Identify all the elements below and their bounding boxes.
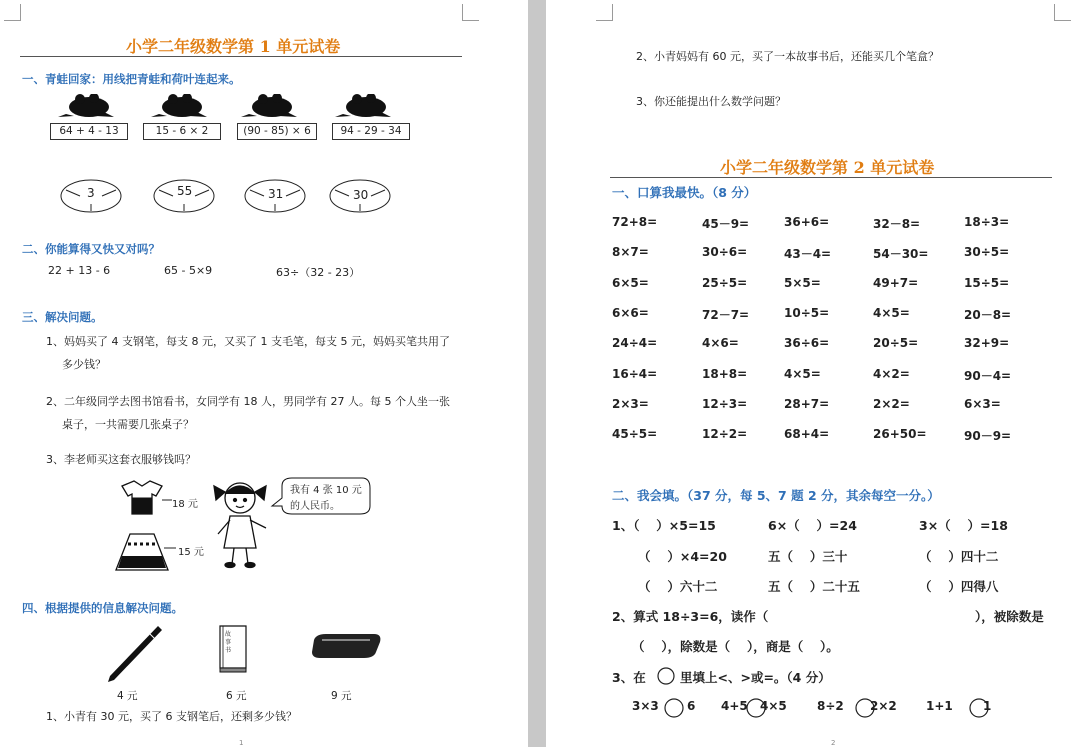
- calc-problem: 90－9=: [964, 429, 1012, 443]
- frog-expression: (90 - 85) × 6: [237, 123, 317, 140]
- bubble-text: 我有 4 张 10 元: [290, 485, 362, 496]
- section-heading: 四、根据提供的信息解决问题。: [22, 601, 183, 615]
- compare-term: 6: [687, 699, 696, 713]
- section-heading: 二、我会填。（37 分，每 5、7 题 2 分，其余每空一分。）: [612, 488, 940, 503]
- calc-problem: 25÷5=: [702, 276, 748, 290]
- calc-problem: 32+9=: [964, 336, 1010, 350]
- calc-problem: 72+8=: [612, 215, 658, 229]
- pencil-case-icon: [312, 634, 380, 658]
- calc-problem: 4×5=: [784, 367, 821, 381]
- problem-text: 1、小青有 30 元，买了 6 支钢笔后，还剩多少钱？: [46, 710, 297, 723]
- compare-term: 8÷2: [817, 699, 844, 713]
- expression: 22 + 13 - 6: [48, 264, 111, 277]
- fill-blank: （ ）四得八: [919, 579, 999, 594]
- calc-problem: 6×5=: [612, 276, 649, 290]
- frog-icon: [335, 94, 391, 117]
- fill-blank: 2、算式 18÷3=6，读作（: [612, 609, 769, 624]
- calc-problem: 12÷2=: [702, 427, 748, 441]
- calc-problem: 68+4=: [784, 427, 830, 441]
- problem-text: 3、李老师买这套衣服够钱吗？: [46, 453, 196, 466]
- calc-problem: 10÷5=: [784, 306, 830, 320]
- compare-term: 2×2: [870, 699, 897, 713]
- calc-problem: 8×7=: [612, 245, 649, 259]
- calc-problem: 49+7=: [873, 276, 919, 290]
- lily-value: 30: [353, 188, 369, 202]
- fill-blank: （ ）六十二: [638, 579, 718, 594]
- calc-problem: 28+7=: [784, 397, 830, 411]
- fill-blank: 里填上<、>或=。（4 分）: [680, 670, 831, 685]
- calc-problem: 20－8=: [964, 308, 1012, 322]
- exam-title: 小学二年级数学第 1 单元试卷: [126, 37, 341, 56]
- compare-term: 4×5: [760, 699, 787, 713]
- items-illustration: [100, 622, 400, 684]
- frog-icon: [241, 94, 297, 117]
- calc-problem: 18÷3=: [964, 215, 1010, 229]
- calc-problem: 2×3=: [612, 397, 649, 411]
- fill-blank: 五（ ）三十: [768, 549, 848, 564]
- calc-problem: 30÷5=: [964, 245, 1010, 259]
- calc-problem: 26+50=: [873, 427, 927, 441]
- skirt-price: 15 元: [178, 547, 204, 558]
- calc-problem: 43－4=: [784, 247, 832, 261]
- frogs-row: [44, 94, 424, 118]
- fill-blank: 1、（ ）×5=15: [612, 518, 716, 533]
- problem-text: 3、你还能提出什么数学问题？: [636, 95, 786, 108]
- lily-value: 55: [177, 184, 193, 198]
- calc-problem: 36+6=: [784, 215, 830, 229]
- problem-text: 1、妈妈买了 4 支钢笔，每支 8 元，又买了 1 支毛笔，每支 5 元，妈妈买笔共用了: [46, 335, 450, 348]
- fill-blank: 3×（ ）=18: [919, 518, 1008, 533]
- calc-problem: 12÷3=: [702, 397, 748, 411]
- calc-problem: 6×3=: [964, 397, 1001, 411]
- fill-blank: 6×（ ）=24: [768, 518, 857, 533]
- calc-problem: 54－30=: [873, 247, 929, 261]
- title-underline: [20, 56, 462, 57]
- problem-text: 多少钱？: [62, 358, 106, 371]
- fill-blank: （ ）×4=20: [638, 549, 727, 564]
- calc-problem: 6×6=: [612, 306, 649, 320]
- expression: 65 - 5×9: [164, 264, 213, 277]
- calc-problem: 45÷5=: [612, 427, 658, 441]
- lily-pads: [58, 176, 428, 216]
- calc-problem: 5×5=: [784, 276, 821, 290]
- circle-blank-icon: [657, 667, 675, 685]
- calc-problem: 16÷4=: [612, 367, 658, 381]
- lily-value: 31: [268, 187, 284, 201]
- frog-expression: 94 - 29 - 34: [332, 123, 410, 140]
- expression: 63÷（32 - 23）: [276, 266, 361, 279]
- fill-blank: 五（ ）二十五: [768, 579, 860, 594]
- crop-mark: [462, 4, 479, 21]
- skirt-icon: [116, 534, 168, 570]
- calc-problem: 45－9=: [702, 217, 750, 231]
- crop-mark: [4, 4, 21, 21]
- frog-expression: 15 - 6 × 2: [143, 123, 221, 140]
- item-price: 9 元: [331, 690, 352, 702]
- problem-text: 2、二年级同学去图书馆看书，女同学有 18 人，男同学有 27 人。每 5 个人坐一张: [46, 395, 450, 408]
- item-price: 4 元: [117, 690, 138, 702]
- compare-term: 3×3: [632, 699, 659, 713]
- calc-problem: 72－7=: [702, 308, 750, 322]
- shirt-price: 18 元: [172, 499, 198, 510]
- crop-mark: [596, 4, 613, 21]
- compare-term: 1+1: [926, 699, 953, 713]
- problem-text: 桌子，一共需要几张桌子？: [62, 418, 194, 431]
- calc-problem: 32－8=: [873, 217, 921, 231]
- title-underline: [610, 177, 1052, 178]
- section-heading: 一、口算我最快。（8 分）: [612, 185, 757, 200]
- calc-problem: 24÷4=: [612, 336, 658, 350]
- circle-blank-icon: [664, 698, 684, 718]
- fill-blank: （ ），除数是（ ），商是（ ）。: [632, 639, 839, 654]
- frog-icon: [58, 94, 114, 117]
- frog-icon: [151, 94, 207, 117]
- lily-value: 3: [87, 186, 95, 200]
- calc-problem: 15÷5=: [964, 276, 1010, 290]
- page-number: 1: [239, 739, 244, 747]
- shirt-icon: [122, 481, 162, 514]
- bubble-text: 的人民币。: [290, 501, 340, 512]
- page-1: [0, 0, 528, 747]
- calc-problem: 4×5=: [873, 306, 910, 320]
- calc-problem: 90－4=: [964, 369, 1012, 383]
- compare-term: 1: [983, 699, 992, 713]
- frog-expression: 64 + 4 - 13: [50, 123, 128, 140]
- compare-term: 4+5: [721, 699, 748, 713]
- fill-blank: 3、在: [612, 670, 646, 685]
- book-cover-text: 故事书: [225, 631, 232, 654]
- page-2: [546, 0, 1080, 747]
- calc-problem: 18+8=: [702, 367, 748, 381]
- section-heading: 二、你能算得又快又对吗？: [22, 242, 160, 256]
- clothes-illustration: [108, 478, 198, 578]
- crop-mark: [1054, 4, 1071, 21]
- calc-problem: 4×6=: [702, 336, 739, 350]
- calc-problem: 30÷6=: [702, 245, 748, 259]
- calc-problem: 20÷5=: [873, 336, 919, 350]
- section-heading: 一、青蛙回家：用线把青蛙和荷叶连起来。: [22, 72, 241, 86]
- girl-icon: [214, 483, 266, 568]
- item-price: 6 元: [226, 690, 247, 702]
- fill-blank: ），被除数是: [975, 609, 1044, 624]
- page-number: 2: [831, 739, 836, 747]
- exam-title: 小学二年级数学第 2 单元试卷: [720, 158, 935, 177]
- pen-icon: [108, 626, 162, 682]
- problem-text: 2、小青妈妈有 60 元，买了一本故事书后，还能买几个笔盒？: [636, 50, 939, 63]
- calc-problem: 2×2=: [873, 397, 910, 411]
- fill-blank: （ ）四十二: [919, 549, 999, 564]
- section-heading: 三、解决问题。: [22, 310, 103, 324]
- calc-problem: 4×2=: [873, 367, 910, 381]
- calc-problem: 36÷6=: [784, 336, 830, 350]
